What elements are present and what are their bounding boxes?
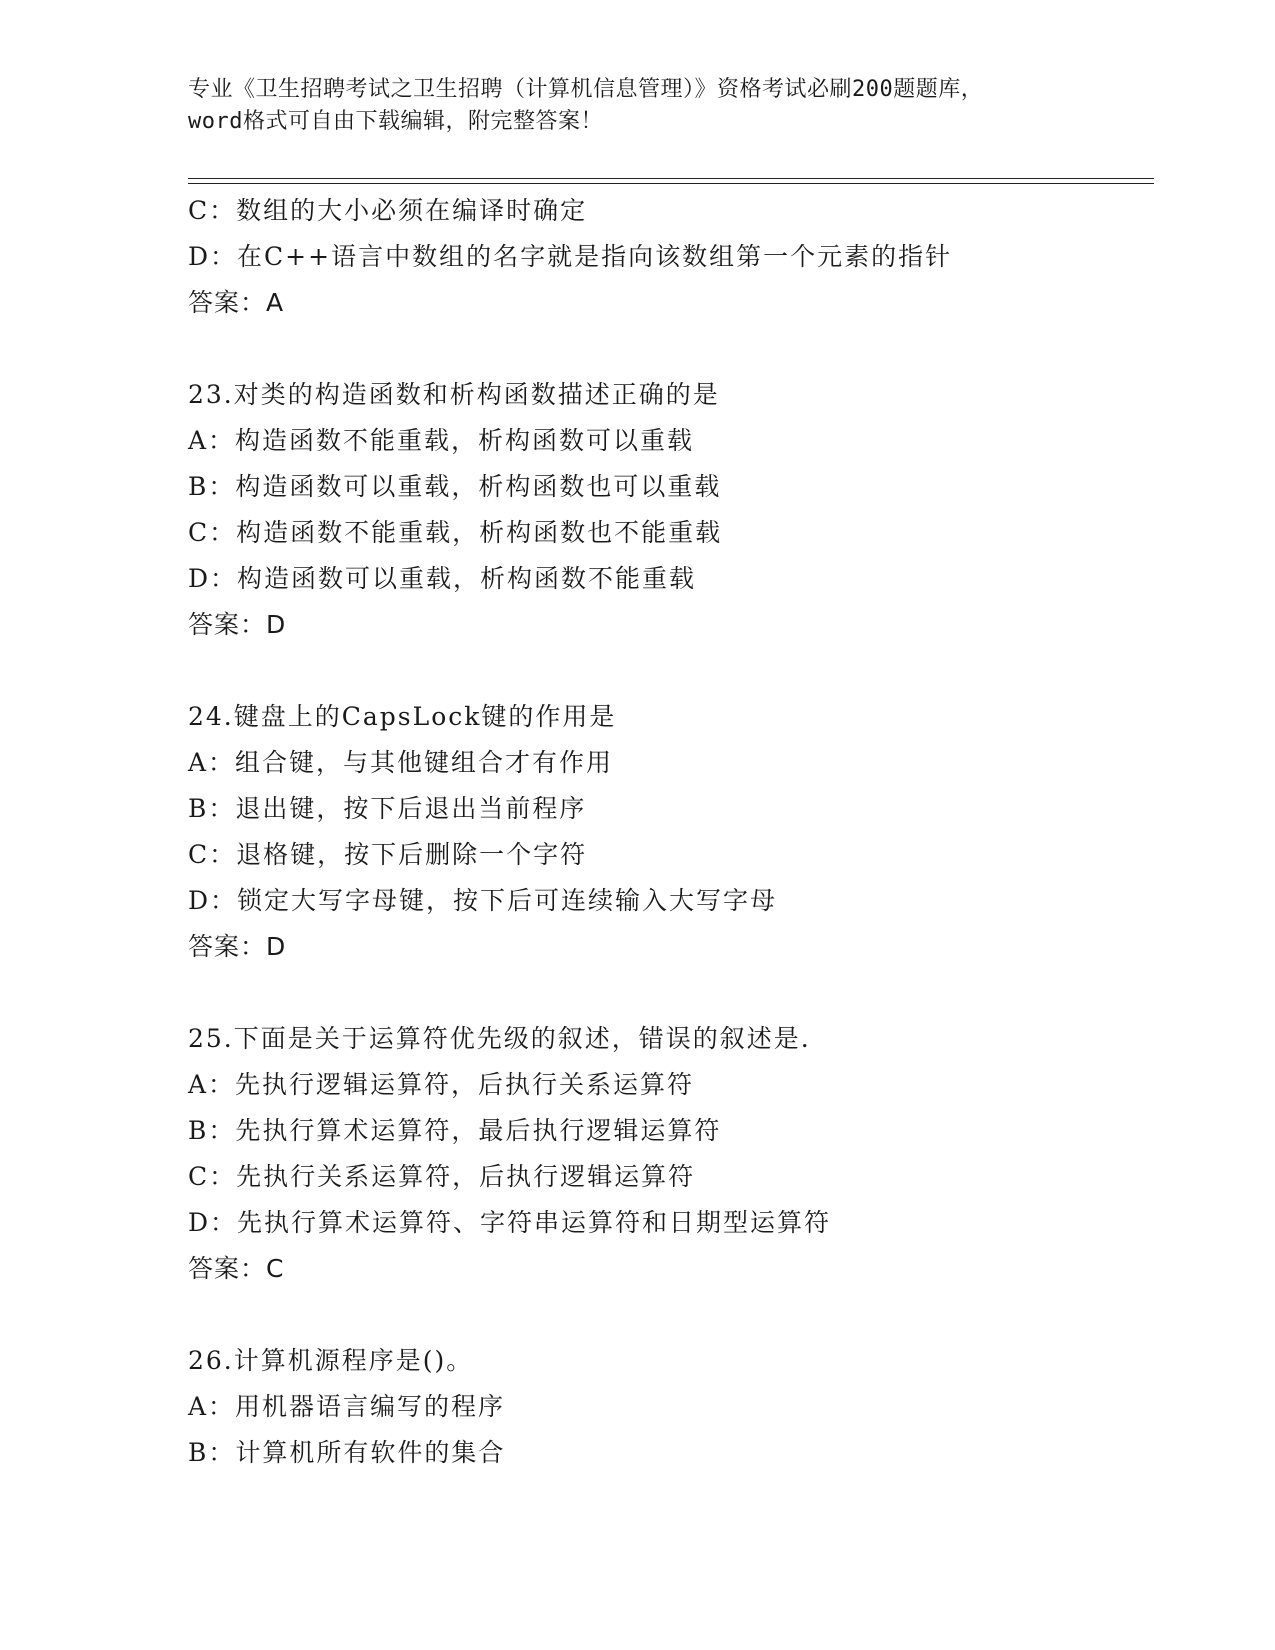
option-a: A：用机器语言编写的程序 xyxy=(188,1392,506,1421)
option-c: C：先执行关系运算符，后执行逻辑运算符 xyxy=(188,1162,696,1191)
header-divider-bottom xyxy=(188,183,1154,184)
document-header xyxy=(188,74,1108,138)
spacer xyxy=(188,970,1148,1016)
question-25 xyxy=(188,1016,1148,1292)
option-d: D：在C++语言中数组的名字就是指向该数组第一个元素的指针 xyxy=(188,242,953,271)
header-divider-top xyxy=(188,178,1154,179)
header-line-2: word格式可自由下载编辑，附完整答案！ xyxy=(188,109,603,134)
question-stem: 23.对类的构造函数和析构函数描述正确的是 xyxy=(188,380,720,409)
question-26 xyxy=(188,1338,1148,1476)
spacer xyxy=(188,326,1148,372)
document-body xyxy=(188,188,1148,1476)
option-a: A：组合键，与其他键组合才有作用 xyxy=(188,748,614,777)
option-d: D：先执行算术运算符、字符串运算符和日期型运算符 xyxy=(188,1208,832,1237)
option-d: D：构造函数可以重载，析构函数不能重载 xyxy=(188,564,697,593)
spacer xyxy=(188,1292,1148,1338)
option-b: B：计算机所有软件的集合 xyxy=(188,1438,506,1467)
question-fragment xyxy=(188,188,1148,326)
option-c: C：数组的大小必须在编译时确定 xyxy=(188,196,588,225)
answer-line: 答案：A xyxy=(188,288,285,317)
option-c: C：构造函数不能重载，析构函数也不能重载 xyxy=(188,518,723,547)
question-24 xyxy=(188,694,1148,970)
question-stem: 24.键盘上的CapsLock键的作用是 xyxy=(188,702,617,731)
question-stem: 25.下面是关于运算符优先级的叙述，错误的叙述是. xyxy=(188,1024,811,1053)
header-line-1: 专业《卫生招聘考试之卫生招聘（计算机信息管理）》资格考试必刷200题题库， xyxy=(188,77,984,102)
option-a: A：先执行逻辑运算符，后执行关系运算符 xyxy=(188,1070,695,1099)
option-b: B：退出键，按下后退出当前程序 xyxy=(188,794,587,823)
option-b: B：先执行算术运算符，最后执行逻辑运算符 xyxy=(188,1116,722,1145)
answer-line: 答案：C xyxy=(188,1254,285,1283)
answer-line: 答案：D xyxy=(188,610,287,639)
option-b: B：构造函数可以重载，析构函数也可以重载 xyxy=(188,472,722,501)
question-stem: 26.计算机源程序是()。 xyxy=(188,1346,474,1375)
spacer xyxy=(188,648,1148,694)
option-a: A：构造函数不能重载，析构函数可以重载 xyxy=(188,426,695,455)
option-c: C：退格键，按下后删除一个字符 xyxy=(188,840,588,869)
answer-line: 答案：D xyxy=(188,932,287,961)
option-d: D：锁定大写字母键，按下后可连续输入大写字母 xyxy=(188,886,778,915)
question-23 xyxy=(188,372,1148,648)
